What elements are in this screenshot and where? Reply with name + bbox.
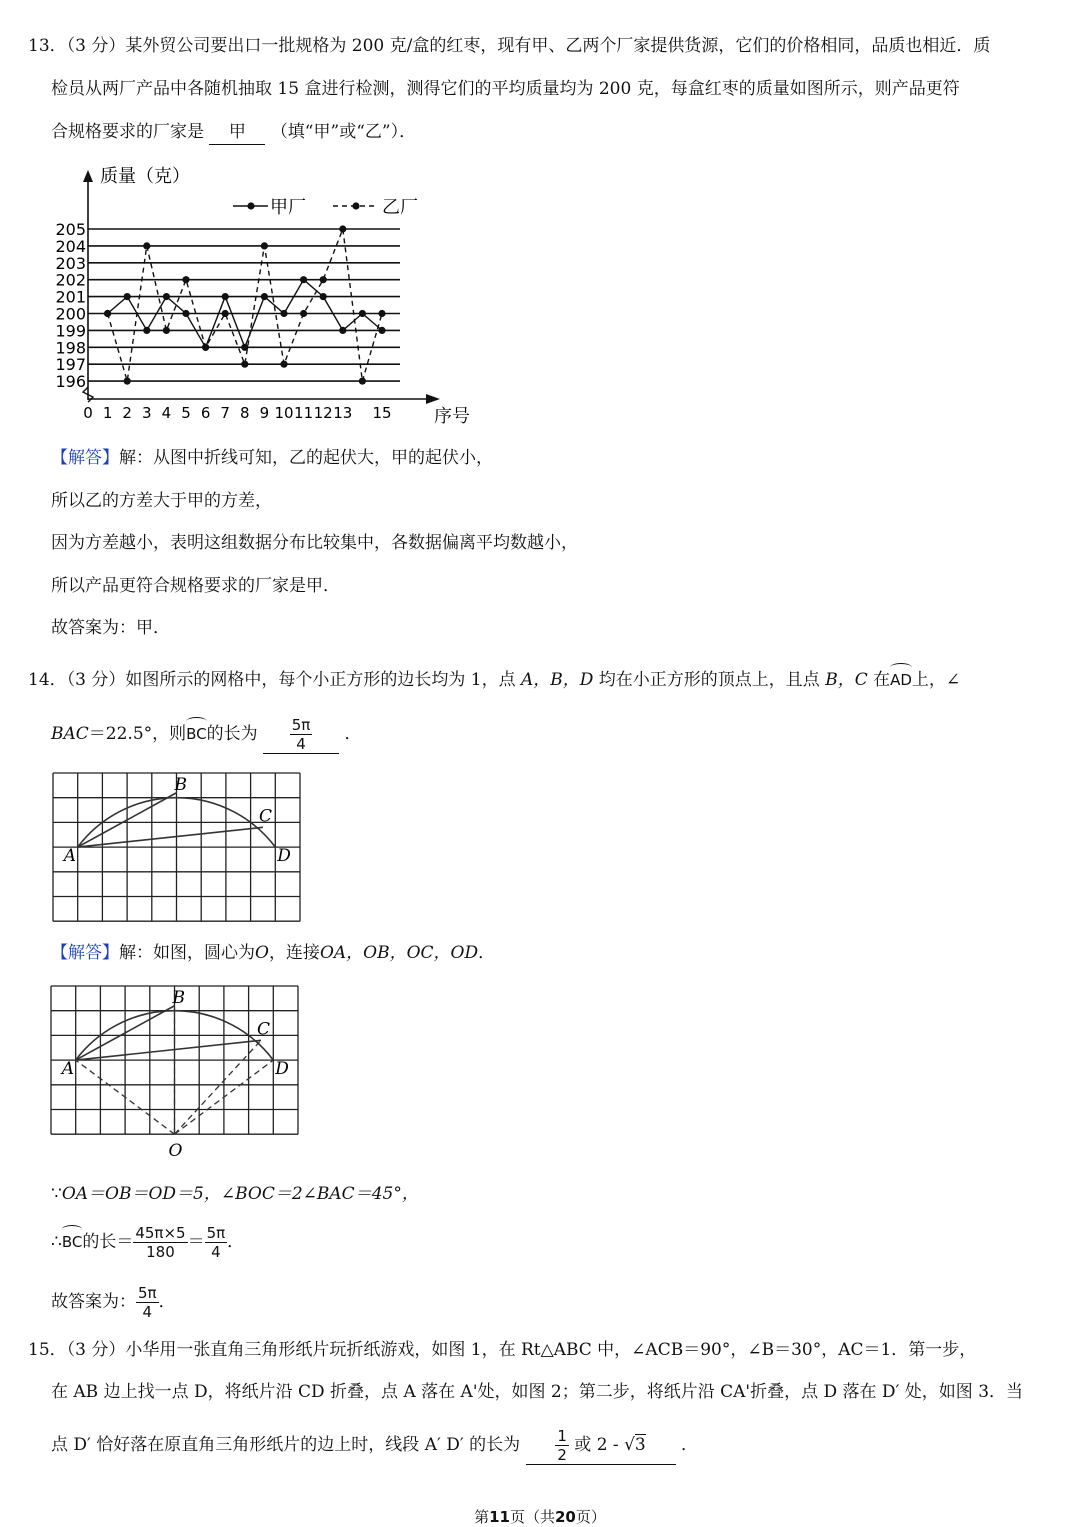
q15-line2: 在 AB 边上找一点 D，将纸片沿 CD 折叠，点 A 落在 A'处，如图 2；第二步，将纸片沿 CA'折叠，点 D 落在 D′ 处，如图 3．当 [51,1382,1024,1402]
data-point [202,344,209,351]
point-label-c: C [258,806,272,827]
x-tick-label: 15 [372,404,392,422]
frac-den: 180 [133,1242,187,1261]
q15-line1: 15．（3 分）小华用一张直角三角形纸片玩折纸游戏，如图 1，在 Rt△ABC 中，∠ACB＝90°，∠B＝30°，AC＝1．第一步， [28,1340,977,1360]
x-tick-label: 7 [220,404,230,422]
x-tick-label: 8 [240,404,250,422]
q14-sol-text: 解：如图，圆心为 [119,943,255,963]
y-tick-label: 201 [55,287,86,307]
frac-den: 4 [290,734,313,753]
point-label-d: D [275,1059,289,1080]
frac-den: 4 [136,1302,159,1321]
x-axis-arrow [426,394,440,404]
x-tick-label: 1 [102,404,113,422]
solution-tag: 【解答】 [51,943,119,963]
q14-len: 的长为 [206,724,258,744]
frac-den: 4 [205,1242,228,1261]
q13-line3-pre: 合规格要求的厂家是 [51,122,204,142]
q15-line3-pre: 点 D′ 恰好落在原直角三角形纸片的边上时，线段 A′ D′ 的长为 [51,1435,521,1455]
q13-solution-3: 因为方差越小，表明这组数据分布比较集中，各数据偏离平均数越小， [51,533,578,553]
data-point [378,310,385,317]
footer-post: 页） [575,1508,606,1526]
q14-answer-blank [263,716,339,754]
q14-text-up: 上，∠ [911,670,961,690]
y-tick-label: 196 [55,372,86,392]
data-point [163,327,170,334]
segment-ac [78,827,263,847]
q14-sol-list: OA，OB，OC，OD [319,943,479,963]
data-point [339,225,346,232]
frac-num: 5π [206,1224,226,1242]
data-point [320,293,327,300]
data-point [143,327,150,334]
legend-marker-yi [352,202,359,209]
frac-num: 1 [557,1427,567,1445]
y-tick-label: 200 [55,304,86,324]
q15-answer-fraction [555,1427,569,1464]
q13-line2: 检员从两厂产品中各随机抽取 15 盒进行检测，测得它们的平均质量均为 200 克，每盒红枣的质量如图所示，则产品更符 [51,79,960,99]
therefore-symbol: ∴ [51,1232,62,1252]
point-label-a: A [63,846,76,867]
x-tick-label: 12 [313,404,333,422]
q13-solution-1 [51,446,493,470]
solution-tag: 【解答】 [51,448,119,468]
q14-period: ． [344,724,362,744]
y-tick-label: 203 [55,253,86,273]
y-tick-label: 205 [55,220,86,239]
y-tick-label: 204 [55,236,86,256]
x-axis-label: 序号 [434,406,470,427]
q13-solution-5: 故答案为：甲． [51,618,170,638]
data-point [124,378,131,385]
frac-num: 5π [138,1284,157,1302]
solution-text: 解：从图中折线可知，乙的起伏大，甲的起伏小， [119,448,493,468]
x-tick-label: 2 [122,404,132,422]
data-point [280,310,287,317]
q14-len-eq: 的长＝ [82,1232,134,1252]
q14-equalities: OA＝OB＝OD＝5，∠BOC＝2∠BAC＝45°， [61,1184,419,1204]
q15-answer-or: 或 2 - [574,1435,625,1455]
q13-line3-post: （填“甲”或“乙”）． [270,122,417,142]
data-point [359,378,366,385]
q14-line2 [51,716,361,754]
data-point [339,327,346,334]
data-point [280,361,287,368]
q15-line3 [51,1427,698,1465]
q13-answer: 甲 [209,120,265,145]
y-axis-arrow [83,170,93,182]
q13-solution-4: 所以产品更符合规格要求的厂家是甲． [51,576,340,596]
point-label-c: C [256,1019,270,1040]
x-tick-label: 6 [200,404,211,422]
data-point [222,293,229,300]
page-footer [0,1506,1080,1527]
arc-bc: BC [62,1230,83,1254]
calc-fraction [133,1224,187,1261]
point-label-o: O [168,1141,183,1162]
x-tick-label: 13 [333,404,353,422]
point-label-b: B [174,774,187,795]
q14-line1 [28,668,960,692]
q15-end: ． [680,1435,698,1455]
because-symbol: ∵ [51,1184,62,1204]
x-tick-label: 9 [259,404,270,422]
data-point [359,310,366,317]
data-point [300,310,307,317]
data-point [320,276,327,283]
q14-eq2: ＝ [187,1232,205,1252]
q14-angle-bac: BAC [51,724,89,744]
final-fraction [136,1284,159,1321]
quality-line-chart [48,160,488,430]
frac-num: 5π [291,716,311,734]
q14-period: ． [158,1292,176,1312]
y-axis-label: 质量（克） [100,166,190,187]
footer-pre: 第 [474,1508,490,1526]
q14-final-answer [51,1284,176,1321]
arc-ad: AD [890,668,912,692]
arc-bc: BC [186,722,207,746]
q14-text-a: 14．（3 分）如图所示的网格中，每个小正方形的边长均为 1，点 [28,670,516,690]
data-point [261,293,268,300]
q14-period: ． [227,1232,245,1252]
point-label-d: D [277,846,291,867]
series-yi-line [108,229,382,381]
data-point [300,276,307,283]
result-fraction [205,1224,228,1261]
y-tick-label: 197 [55,355,86,375]
data-point [222,310,229,317]
footer-total-pages: 20 [555,1508,576,1526]
legend-label-jia: 甲厂 [270,197,306,218]
q15-sqrt-radicand: 3 [634,1435,646,1455]
frac-den: 2 [557,1446,567,1464]
footer-page-number: 11 [489,1508,510,1526]
data-point [163,293,170,300]
q14-text-on: 在 [873,670,891,690]
q14-because-line [51,1182,419,1206]
y-tick-label: 199 [55,321,86,341]
data-point [182,310,189,317]
y-tick-label: 202 [55,270,86,290]
q14-answer-fraction [290,716,313,753]
x-tick-label: 3 [142,404,152,422]
grid-figure-1 [52,772,302,924]
legend-marker-jia [247,202,254,209]
q15-answer-blank: $\frac{1}{2}$ 或 2 - √3 [526,1427,676,1465]
x-tick-label: 0 [83,404,93,422]
q14-text-b: 均在小正方形的顶点上，且点 [598,670,820,690]
q13-line3 [51,120,416,145]
point-label-a: A [61,1059,74,1080]
data-point [143,242,150,249]
data-point [104,310,111,317]
data-point [241,361,248,368]
x-tick-label: 5 [181,404,191,422]
q13-solution-2: 所以乙的方差大于甲的方差， [51,491,272,511]
x-tick-label: 4 [161,404,172,422]
footer-mid: 页（共 [509,1508,555,1526]
data-point [261,242,268,249]
q14-therefore-line [51,1224,244,1261]
q14-sol-o: O [255,943,269,963]
legend-label-yi: 乙厂 [382,197,418,218]
point-label-b: B [172,987,185,1008]
q14-solution-1 [51,941,495,965]
y-tick-label: 198 [55,338,86,358]
data-point [378,327,385,334]
grid-figure-2 [50,985,300,1160]
data-point [124,293,131,300]
q14-sol-rest: ，连接 [268,943,320,963]
segment-ac [76,1040,261,1060]
q14-points-bc: B，C [825,670,868,690]
q14-points-abd: A，B，D [520,670,594,690]
x-tick-label: 11 [294,404,314,422]
x-tick-label: 10 [274,404,294,422]
frac-num: 45π×5 [135,1224,186,1242]
q13-line1: 13．（3 分）某外贸公司要出口一批规格为 200 克/盒的红枣，现有甲、乙两个厂家提供货源，它们的价格相同，品质也相近．质 [28,36,991,56]
q14-eq: ＝22.5°，则 [88,724,187,744]
q14-sol-period: ． [478,943,496,963]
final-answer-label: 故答案为： [51,1292,136,1312]
data-point [182,276,189,283]
